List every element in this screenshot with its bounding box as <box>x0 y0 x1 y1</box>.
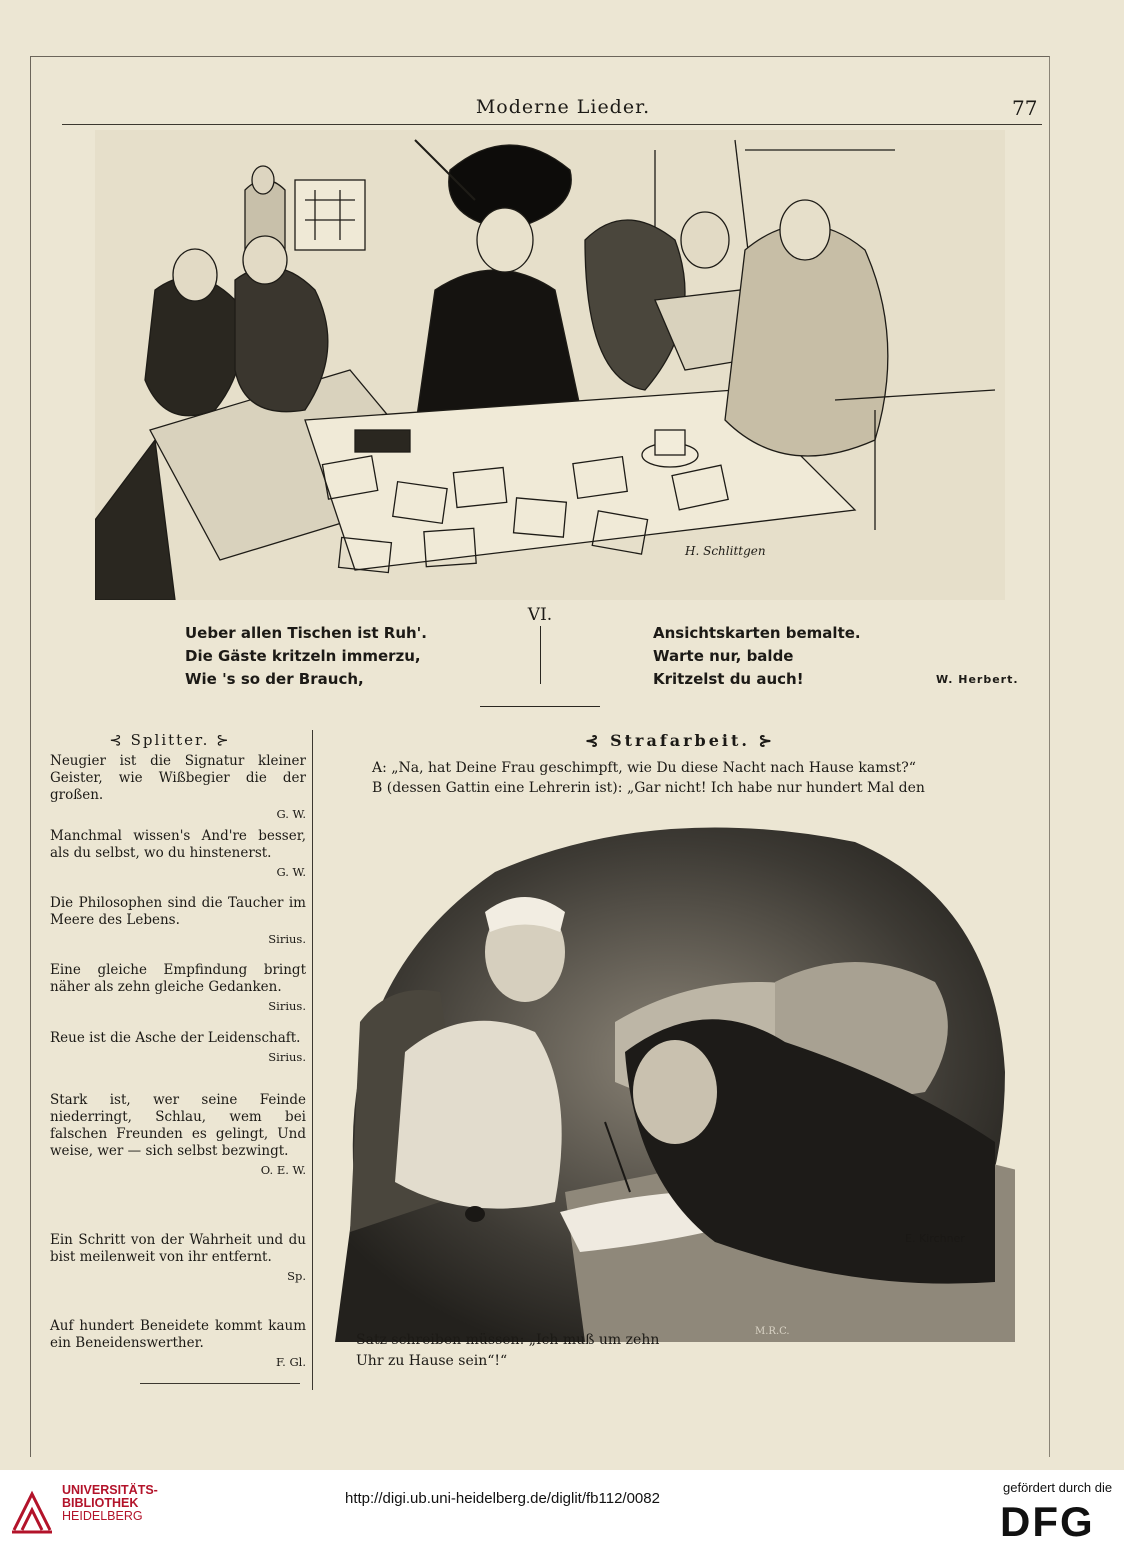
poem-right-stanza <box>653 622 861 691</box>
poem-line: Wie 's so der Brauch, <box>185 670 364 688</box>
splitter-heading: ⊰ Splitter. ⊱ <box>109 731 231 749</box>
dfg-logo[interactable]: DFG <box>1000 1498 1095 1545</box>
strafarbeit-illustration <box>335 822 1015 1342</box>
dialogue-line: Uhr zu Hause sein“!“ <box>356 1353 508 1369</box>
artist-monogram: M.R.C. <box>755 1326 790 1337</box>
aphorism-author: Sirius. <box>268 932 306 946</box>
aphorism-author: Sirius. <box>268 999 306 1013</box>
poem-left-stanza <box>185 622 427 691</box>
aphorism-entry <box>50 828 306 881</box>
poem-line: Warte nur, balde <box>653 647 794 665</box>
column-divider <box>312 730 313 1390</box>
header-rule <box>62 124 1042 125</box>
aphorism-entry <box>50 1092 306 1179</box>
aphorism-entry <box>50 1318 306 1371</box>
aphorism-text: Neugier ist die Signatur kleiner Geister, wie Wißbegier die der großen. <box>50 753 306 803</box>
poem-end-rule <box>480 706 600 707</box>
aphorism-author: G. W. <box>276 807 306 821</box>
dialogue-line-a: A: „Na, hat Deine Frau geschimpft, wie Du diese Nacht nach Hause kamst?“ <box>372 760 916 776</box>
aphorism-text: Ein Schritt von der Wahrheit und du bist meilenweit von ihr entfernt. <box>50 1232 306 1265</box>
aphorism-entry <box>50 1232 306 1285</box>
ornament-icon: ⊰ <box>585 731 611 750</box>
ornament-icon: ⊱ <box>749 731 775 750</box>
poem-number: VI. <box>527 605 553 625</box>
dialogue-line: Satz schreiben müssen: „Ich muß um zehn <box>356 1332 660 1348</box>
ornament-icon: ⊰ <box>109 731 131 749</box>
aphorism-text: Eine gleiche Empfindung bringt näher als zehn gleiche Gedanken. <box>50 962 306 995</box>
cafe-illustration <box>95 130 1005 600</box>
aphorism-text: Die Philosophen sind die Taucher im Meere des Lebens. <box>50 895 306 928</box>
strafarbeit-heading: ⊰ Strafarbeit. ⊱ <box>585 731 775 750</box>
aphorism-entry <box>50 1030 306 1066</box>
artist-signature: E. Kirchner <box>905 1232 965 1245</box>
poem-author: W. Herbert. <box>936 673 1019 686</box>
poem-line: Ueber allen Tischen ist Ruh'. <box>185 624 427 642</box>
poem-line: Ansichtskarten bemalte. <box>653 624 861 642</box>
poem-line: Die Gäste kritzeln immerzu, <box>185 647 421 665</box>
aphorism-author: F. Gl. <box>275 1355 306 1369</box>
poem-line: Kritzelst du auch! <box>653 670 804 688</box>
aphorism-author: O. E. W. <box>260 1163 306 1177</box>
aphorism-text: Stark ist, wer seine Feinde niederringt, Schlau, wem bei falschen Freunden es gelingt, Und weise, wer — sich selbst bezwingt. <box>50 1092 306 1159</box>
library-logo-icon[interactable] <box>10 1484 54 1534</box>
page-number: 77 <box>1012 96 1038 120</box>
column-end-rule <box>140 1383 300 1384</box>
ornament-icon: ⊱ <box>209 731 231 749</box>
aphorism-text: Auf hundert Beneidete kommt kaum ein Beneidenswerther. <box>50 1318 306 1351</box>
poem-divider <box>540 626 541 684</box>
funding-label: gefördert durch die <box>1003 1480 1113 1495</box>
aphorism-author: Sp. <box>287 1269 306 1283</box>
illustration-signature: H. Schlittgen <box>685 544 766 558</box>
aphorism-author: G. W. <box>276 865 306 879</box>
running-title: Moderne Lieder. <box>475 96 651 118</box>
dialogue-line-b: B (dessen Gattin eine Lehrerin ist): „Gar nicht! Ich habe nur hundert Mal den <box>372 780 925 796</box>
aphorism-entry <box>50 753 306 823</box>
viewer-footer <box>0 1470 1124 1551</box>
library-name[interactable]: UNIVERSITÄTS- BIBLIOTHEK HEIDELBERG <box>62 1483 158 1523</box>
aphorism-author: Sirius. <box>268 1050 306 1064</box>
aphorism-entry <box>50 962 306 1015</box>
permalink[interactable]: http://digi.ub.uni-heidelberg.de/diglit/fb112/0082 <box>345 1490 660 1507</box>
aphorism-text: Manchmal wissen's And're besser, als du selbst, wo du hinstenerst. <box>50 828 306 861</box>
dialogue-ending <box>356 1330 716 1372</box>
aphorism-entry <box>50 895 306 948</box>
aphorism-text: Reue ist die Asche der Leidenschaft. <box>50 1030 301 1046</box>
